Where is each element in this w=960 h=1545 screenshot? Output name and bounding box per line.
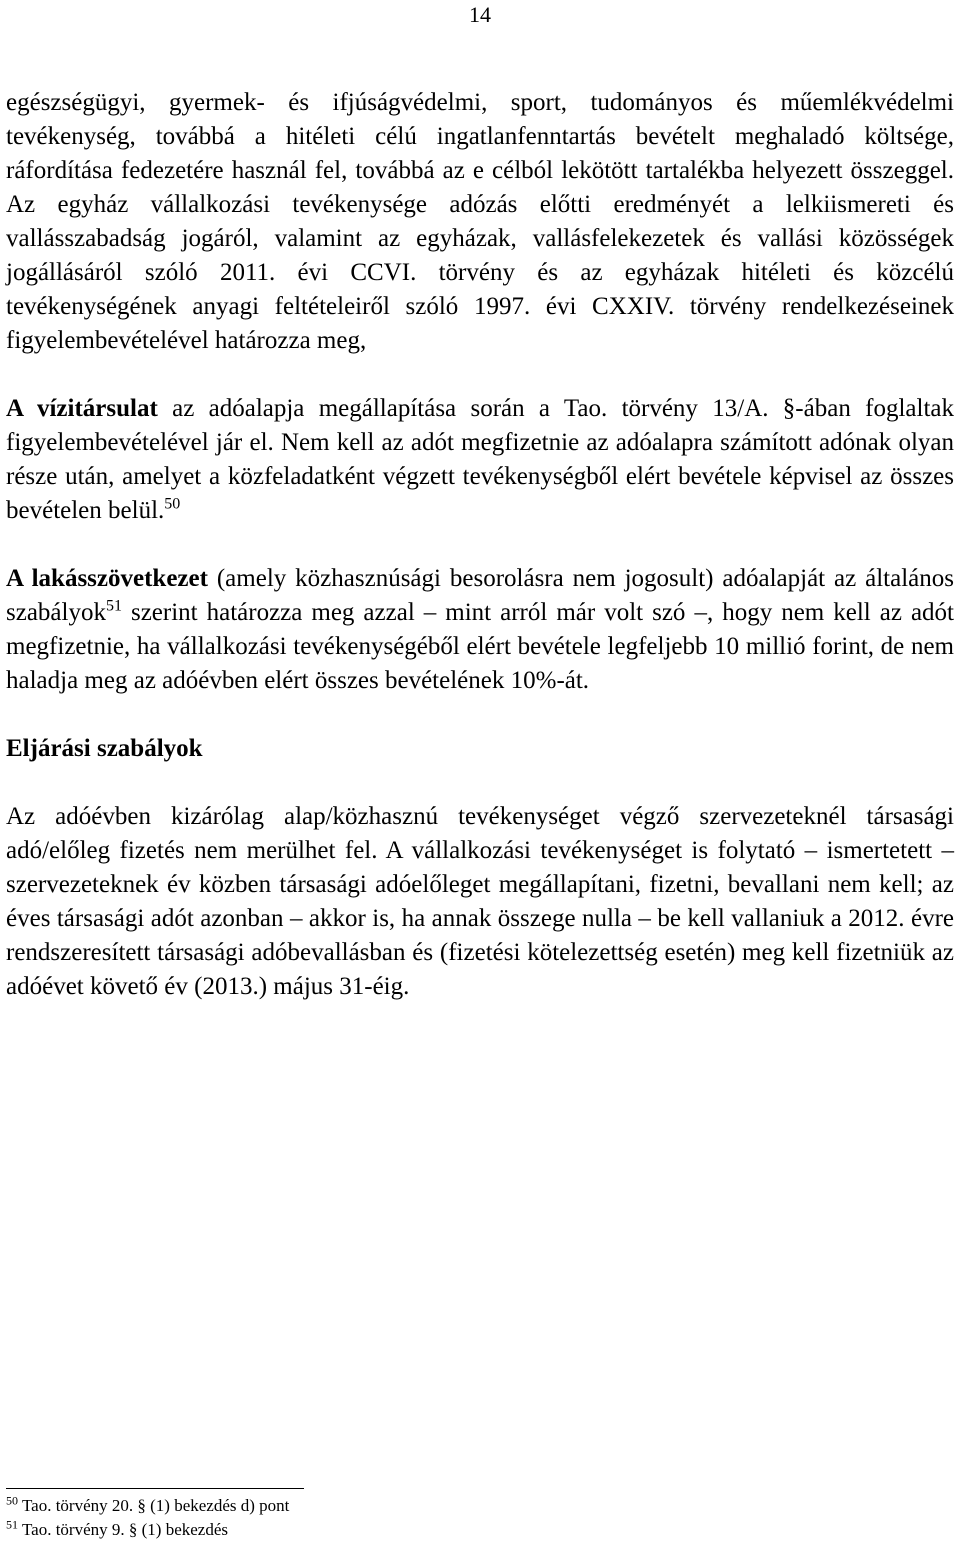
- footnote-number: 51: [6, 1517, 18, 1532]
- footnote-divider: [6, 1488, 304, 1489]
- paragraph-text: egészségügyi, gyermek- és ifjúságvédelmi, sport, tudományos és műemlékvédelmi tevékenység, továbbá a hitéleti célú ingatlanfenntartás bevételt meghaladó költsége, ráfordítása fedezetére használ fel, továbbá az e célból lekötött tartalékba helyezett összeggel.: [6, 89, 954, 184]
- document-body: [6, 86, 954, 1004]
- paragraph-text: (amely közhasznúsági besorolásra nem jogosult) adóalapját az általános szabályok: [6, 565, 954, 626]
- term-housing-cooperative: A lakásszövetkezet: [6, 565, 208, 592]
- section-heading: Eljárási szabályok: [6, 735, 203, 762]
- paragraph-housing-cooperative: [6, 562, 954, 698]
- footnote-text: Tao. törvény 20. § (1) bekezdés d) pont: [21, 1496, 290, 1515]
- paragraph-water-association: [6, 392, 954, 528]
- term-water-association: A vízitársulat: [6, 395, 158, 422]
- footnotes: [6, 1494, 606, 1542]
- paragraph-text: Az egyház vállalkozási tevékenysége adózás előtti eredményét a lelkiismereti és vallásszabadság jogáról, valamint az egyházak, vallásfelekezetek és vallási közösségek jogállásáról szóló 2011. évi CCVI. törvény és az egyházak hitéleti és közcélú tevékenységének anyagi feltételeiről szóló 1997. évi CXXIV. törvény rendelkezéseinek figyelembevételével határozza meg,: [6, 191, 954, 354]
- paragraph-church: [6, 86, 954, 358]
- page-number: 14: [469, 2, 491, 27]
- footnote-reference[interactable]: 50: [164, 495, 181, 513]
- footnote-item: [6, 1494, 606, 1518]
- paragraph-text: Az adóévben kizárólag alap/közhasznú tevékenységet végző szervezeteknél társasági adó/előleg fizetés nem merülhet fel. A vállalkozási tevékenységet is folytató – ismertetett – szervezeteknek év közben társasági adóelőleget megállapítani, fizetni, bevallani nem kell; az éves társasági adót azonban – akkor is, ha annak összege nulla – be kell vallaniuk a 2012. évre rendszeresített társasági adóbevallásban és (fizetési kötelezettség esetén) meg kell fizetniük az adóévet követő év (2013.) május 31-éig.: [6, 803, 954, 1000]
- paragraph-text: szerint határozza meg azzal – mint arról már volt szó –, hogy nem kell az adót megfizetnie, ha vállalkozási tevékenységéből elért bevétele legfeljebb 10 millió forint, de nem haladja meg az adóévben elért összes bevételének 10%-át.: [6, 599, 954, 694]
- paragraph-procedure: [6, 800, 954, 1004]
- footnote-item: [6, 1518, 606, 1542]
- footnote-number: 50: [6, 1493, 18, 1508]
- footnote-reference[interactable]: 51: [105, 597, 122, 615]
- paragraph-text: az adóalapja megállapítása során a Tao. törvény 13/A. §-ában foglaltak figyelembevételével jár el. Nem kell az adót megfizetnie az adóalapra számított adónak olyan része után, amelyet a közfeladatként végzett tevékenységből elért bevétele képvisel az összes bevételen belül.: [6, 395, 954, 524]
- footnote-text: Tao. törvény 9. § (1) bekezdés: [21, 1520, 228, 1539]
